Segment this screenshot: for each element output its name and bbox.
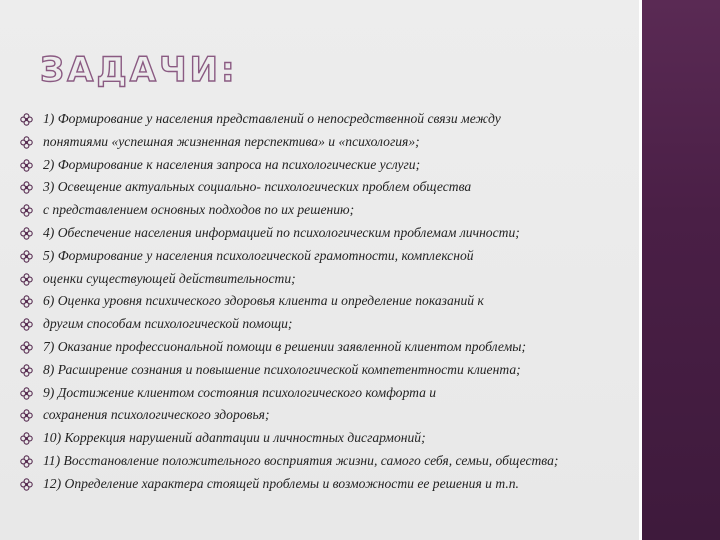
task-list <box>20 108 660 496</box>
list-item <box>20 199 660 222</box>
flower-bullet-icon <box>20 318 33 331</box>
flower-bullet-icon <box>20 387 33 400</box>
flower-bullet-icon <box>20 364 33 377</box>
list-item <box>20 268 660 291</box>
flower-bullet-icon <box>20 250 33 263</box>
list-item <box>20 131 660 154</box>
list-item-text: сохранения психологического здоровья; <box>43 407 270 423</box>
list-item <box>20 176 660 199</box>
flower-bullet-icon <box>20 159 33 172</box>
list-item-text: другим способам психологической помощи; <box>43 316 293 332</box>
flower-bullet-icon <box>20 409 33 422</box>
list-item <box>20 108 660 131</box>
list-item-text: 9) Достижение клиентом состояния психологического комфорта и <box>43 384 437 400</box>
flower-bullet-icon <box>20 432 33 445</box>
flower-bullet-icon <box>20 455 33 468</box>
list-item-text: 12) Определение характера стоящей проблемы и возможности ее решения и т.п. <box>43 475 519 491</box>
list-item-text: 6) Оценка уровня психического здоровья клиента и определение показаний к <box>43 293 484 309</box>
list-item-text: 3) Освещение актуальных социально- психологических проблем общества <box>43 179 472 195</box>
flower-bullet-icon <box>20 136 33 149</box>
list-item-text: 11) Восстановление положительного восприятия жизни, самого себя, семьи, общества; <box>43 452 559 468</box>
flower-bullet-icon <box>20 341 33 354</box>
list-item <box>20 404 660 427</box>
list-item-text: 5) Формирование у населения психологической грамотности, комплексной <box>43 247 474 263</box>
list-item <box>20 336 660 359</box>
list-item-text: 10) Коррекция нарушений адаптации и личностных дисгармоний; <box>43 430 426 446</box>
flower-bullet-icon <box>20 204 33 217</box>
flower-bullet-icon <box>20 227 33 240</box>
list-item-text: понятиями «успешная жизненная перспектива» и «психология»; <box>43 133 420 149</box>
list-item-text: 4) Обеспечение населения информацией по психологическим проблемам личности; <box>43 224 520 240</box>
list-item-text: с представлением основных подходов по их решению; <box>43 202 355 218</box>
list-item <box>20 290 660 313</box>
list-item <box>20 427 660 450</box>
list-item-text: 2) Формирование к населения запроса на психологические услуги; <box>43 156 421 172</box>
flower-bullet-icon <box>20 113 33 126</box>
list-item <box>20 222 660 245</box>
flower-bullet-icon <box>20 273 33 286</box>
list-item <box>20 359 660 382</box>
list-item <box>20 245 660 268</box>
list-item-text: 1) Формирование у населения представлений о непосредственной связи между <box>43 111 501 126</box>
list-item <box>20 382 660 405</box>
flower-bullet-icon <box>20 478 33 491</box>
list-item <box>20 473 660 496</box>
list-item <box>20 154 660 177</box>
list-item-text: 7) Оказание профессиональной помощи в решении заявленной клиентом проблемы; <box>43 338 527 354</box>
list-item-text: оценки существующей действительности; <box>43 270 296 286</box>
flower-bullet-icon <box>20 295 33 308</box>
list-item-text: 8) Расширение сознания и повышение психологической компетентности клиента; <box>43 361 521 377</box>
list-item <box>20 313 660 336</box>
list-item <box>20 450 660 473</box>
flower-bullet-icon <box>20 181 33 194</box>
slide-title: ЗАДАЧИ: <box>40 50 238 90</box>
